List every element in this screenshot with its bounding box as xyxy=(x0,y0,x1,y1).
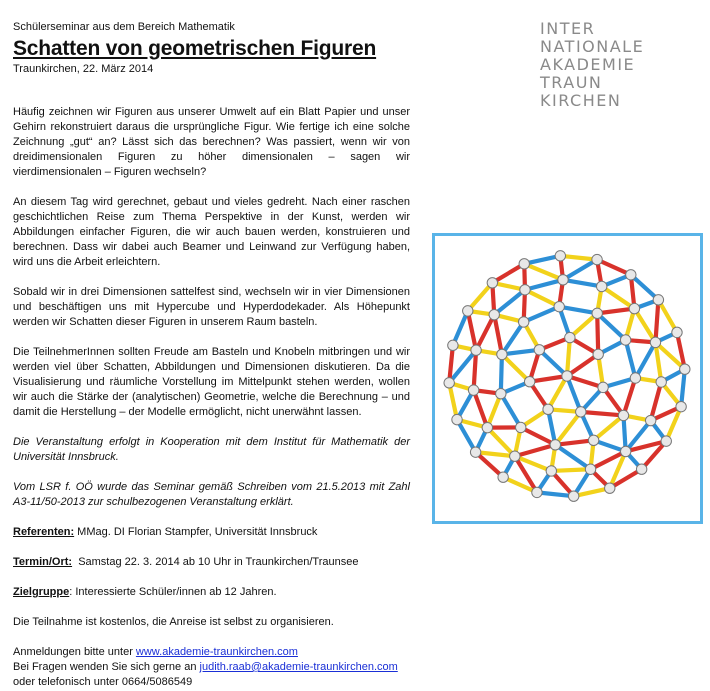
connector-ball xyxy=(576,407,586,417)
connector-ball xyxy=(487,278,497,288)
logo-line: TRAUN xyxy=(540,73,603,92)
rod xyxy=(563,280,602,287)
paragraph-cooperation: Die Veranstaltung erfolgt in Kooperation mit dem Institut für Mathematik der Universität Innsbruck. xyxy=(13,436,410,463)
page-title: Schatten von geometrischen Figuren xyxy=(13,37,377,60)
rod xyxy=(567,354,598,376)
connector-ball xyxy=(596,281,606,291)
polyhedron-model-image xyxy=(432,233,703,524)
connector-ball xyxy=(598,382,608,392)
website-link[interactable]: www.akademie-traunkirchen.com xyxy=(135,646,298,658)
connector-ball xyxy=(555,251,565,261)
connector-ball xyxy=(516,422,526,432)
connector-ball xyxy=(620,446,630,456)
logo-line: AKADEMIE xyxy=(540,55,636,74)
connector-ball xyxy=(680,364,690,374)
rod xyxy=(555,412,580,445)
paragraph-lsr: Vom LSR f. OÖ wurde das Seminar gemäß Schreiben vom 21.5.2013 mit Zahl A3-11/50-2013 zur schulbezogenen Veranstaltung erklärt. xyxy=(13,481,410,508)
kicker: Schülerseminar aus dem Bereich Mathematik xyxy=(13,21,235,33)
register-prefix: Anmeldungen bitte unter xyxy=(13,646,136,658)
place-date: Traunkirchen, 22. März 2014 xyxy=(13,63,154,75)
connector-ball xyxy=(636,464,646,474)
referenten-line xyxy=(13,525,410,540)
connector-ball xyxy=(650,337,660,347)
termin-line xyxy=(13,555,410,570)
connector-ball xyxy=(630,373,640,383)
rod xyxy=(524,264,563,280)
logo-line: INTER xyxy=(540,19,596,38)
questions-line xyxy=(13,660,410,675)
rod xyxy=(597,313,598,354)
connector-ball xyxy=(592,254,602,264)
rod xyxy=(494,290,525,315)
rod xyxy=(474,350,476,390)
rod xyxy=(525,280,563,290)
connector-ball xyxy=(444,378,454,388)
rod xyxy=(555,445,590,469)
connector-ball xyxy=(550,440,560,450)
rod xyxy=(476,315,494,350)
connector-ball xyxy=(496,389,506,399)
logo-line: NATIONALE xyxy=(540,37,645,56)
connector-ball xyxy=(656,377,666,387)
paragraph-dimensions: Sobald wir in drei Dimensionen sattelfest sind, wechseln wir in vier Dimensionen und beschäftigen uns mit Hypercube und Hyperdodekader. Als Höhepunkt werden wir Schatten dieser Figuren in unserem Raum basteln. xyxy=(13,286,410,328)
rod xyxy=(602,286,635,308)
connector-ball xyxy=(629,303,639,313)
questions-prefix: Bei Fragen wenden Sie sich gerne an xyxy=(13,661,200,673)
rod xyxy=(515,445,556,456)
termin-label: Termin/Ort: xyxy=(13,556,73,568)
rod xyxy=(521,427,556,444)
rod xyxy=(501,394,521,428)
connector-ball xyxy=(558,275,568,285)
rod xyxy=(626,340,636,378)
rod xyxy=(635,342,655,378)
rod xyxy=(524,307,560,322)
connector-ball xyxy=(568,491,578,501)
akademie-logo xyxy=(540,20,644,110)
paragraph-participants: Die TeilnehmerInnen sollten Freude am Basteln und Knobeln mitbringen und wir werden viel über Schatten, Abbildungen und Dimensionen diskutieren. Da die Visualisierung und räumliche Vorstellung im Mittelpunkt stehen werden, wollen wir auch die Stärke der (analytischen) Geometrie, welche die Berechnung – und damit die Herstellung – der Modelle ermöglicht, nicht unerwähnt lassen. xyxy=(13,346,410,418)
connector-ball xyxy=(620,335,630,345)
connector-ball xyxy=(672,327,682,337)
connector-ball xyxy=(470,447,480,457)
logo-line: KIRCHEN xyxy=(540,91,622,110)
rod xyxy=(502,354,530,381)
rod xyxy=(559,307,597,314)
rod xyxy=(634,309,655,343)
connector-ball xyxy=(482,422,492,432)
paragraph-day: An diesem Tag wird gerechnet, gebaut und vieles gedreht. Nach einer raschen geschichtlichen Reise zum Thema Perspektive in der Kunst, werden wir Abbildungen einfacher Figuren, die wir auch bauen werden, konstruieren und berechnen. Dass wir dabei auch Beamer und Leinwand zur Verfügung haben, wird uns die Arbeit erleichtern. xyxy=(13,196,410,268)
referenten-label: Referenten: xyxy=(13,526,75,538)
paragraph-intro: Häufig zeichnen wir Figuren aus unserer Umwelt auf ein Blatt Papier und unser Gehirn rekonstruiert daraus die ursprüngliche Figur. Wie fertige ich eine solche Zeichnung „gut“ an? Lässt sich das berechnen? Was passiert, wenn wir von dreidimensionalen Figuren zu höher dimensionalen – sagen wir vierdimensionalen – Figuren wechseln? xyxy=(13,106,410,178)
rod xyxy=(468,311,476,350)
rod xyxy=(494,315,502,355)
rod xyxy=(581,412,624,416)
connector-ball xyxy=(510,451,520,461)
connector-ball xyxy=(468,385,478,395)
zielgruppe-line xyxy=(13,585,410,600)
connector-ball xyxy=(532,487,542,497)
termin-value: Samstag 22. 3. 2014 ab 10 Uhr in Traunkirchen/Traunsee xyxy=(72,556,359,568)
connector-ball xyxy=(565,332,575,342)
connector-ball xyxy=(497,349,507,359)
referenten-value: MMag. DI Florian Stampfer, Universität Innsbruck xyxy=(74,526,318,538)
connector-ball xyxy=(562,371,572,381)
connector-ball xyxy=(585,464,595,474)
connector-ball xyxy=(618,410,628,420)
zometool-sphere-illustration xyxy=(435,236,700,521)
rod xyxy=(594,415,624,440)
rod xyxy=(501,354,502,393)
zielgruppe-label: Zielgruppe xyxy=(13,586,70,598)
connector-ball xyxy=(534,345,544,355)
connector-ball xyxy=(605,483,615,493)
connector-ball xyxy=(524,377,534,387)
connector-ball xyxy=(518,317,528,327)
connector-ball xyxy=(520,285,530,295)
connector-ball xyxy=(676,401,686,411)
rod xyxy=(655,300,658,343)
email-link[interactable]: judith.raab@akademie-traunkirchen.com xyxy=(199,661,398,673)
rod xyxy=(525,290,559,307)
zielgruppe-value: : Interessierte Schüler/innen ab 12 Jahren. xyxy=(69,586,277,598)
connector-ball xyxy=(546,466,556,476)
rod xyxy=(567,338,570,376)
rod xyxy=(502,322,524,354)
cost-line: Die Teilnahme ist kostenlos, die Anreise ist selbst zu organisieren. xyxy=(13,616,334,628)
connector-ball xyxy=(588,435,598,445)
rod xyxy=(474,390,488,428)
register-line xyxy=(13,645,410,660)
article xyxy=(13,20,410,690)
rod xyxy=(555,440,593,444)
connector-ball xyxy=(626,270,636,280)
rod xyxy=(551,469,590,471)
connector-ball xyxy=(661,436,671,446)
rod xyxy=(623,378,635,415)
connector-ball xyxy=(593,349,603,359)
rod xyxy=(539,350,567,376)
connector-ball xyxy=(498,472,508,482)
connector-ball xyxy=(554,301,564,311)
rod xyxy=(597,313,625,340)
connector-ball xyxy=(489,309,499,319)
connector-ball xyxy=(645,415,655,425)
connector-ball xyxy=(519,259,529,269)
connector-ball xyxy=(592,308,602,318)
rod xyxy=(563,260,597,280)
connector-ball xyxy=(653,295,663,305)
connector-ball xyxy=(543,404,553,414)
phone-line: oder telefonisch unter 0664/5086549 xyxy=(13,676,193,688)
connector-ball xyxy=(448,340,458,350)
connector-ball xyxy=(463,306,473,316)
connector-ball xyxy=(471,345,481,355)
rod xyxy=(548,376,567,409)
connector-ball xyxy=(452,414,462,424)
